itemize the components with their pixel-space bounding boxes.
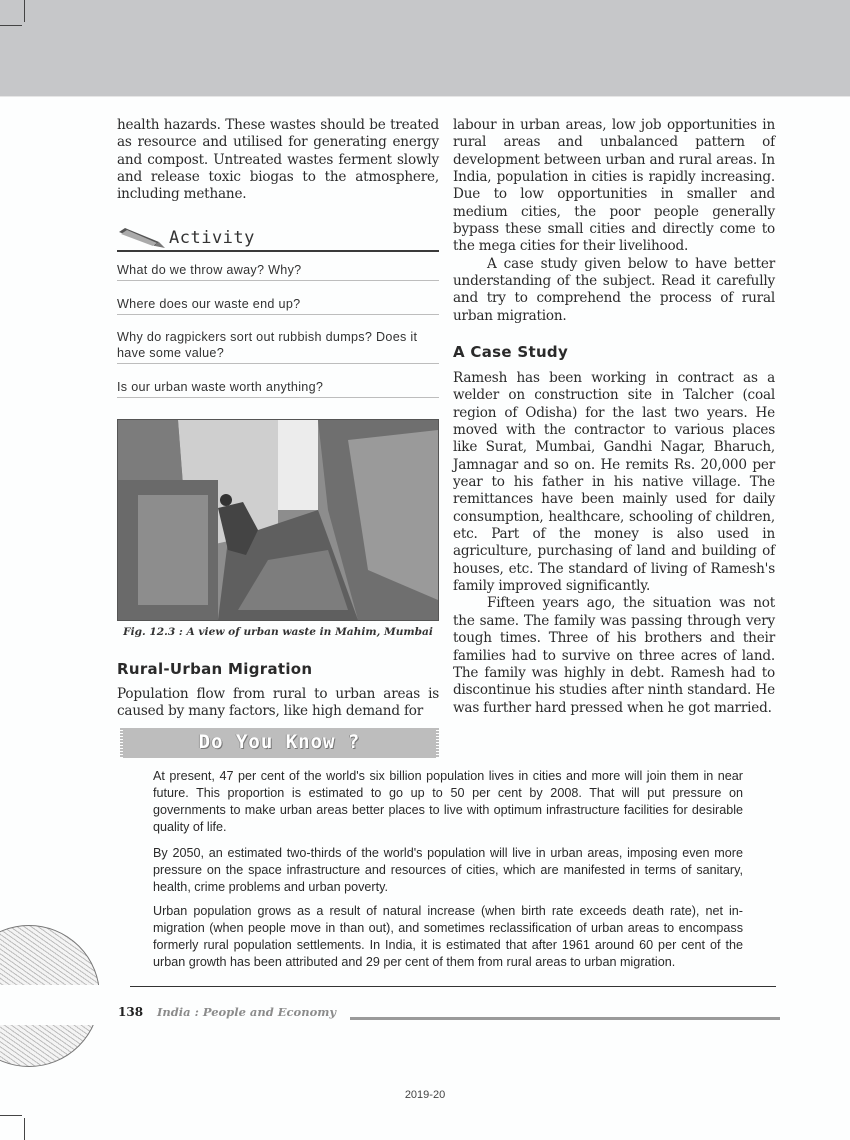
migration-paragraph: Population flow from rural to urban areas is caused by many factors, like high demand for	[117, 686, 439, 720]
page-header-band	[0, 0, 850, 97]
migration-paragraph-container	[117, 686, 439, 721]
page-number: 138	[118, 1005, 144, 1019]
do-you-know-paragraph: By 2050, an estimated two-thirds of the world's population will live in urban areas, imposing even more pressure on the space infrastructure and resources of cities, which are manifested in terms of sanitary, health, crime problems and urban poverty.	[153, 846, 743, 894]
figure-photo	[117, 419, 439, 621]
do-you-know-paragraph: At present, 47 per cent of the world's six billion population lives in cities and more will join them in near future. This proportion is estimated to go up to 50 per cent by 2008. That will put pressure on governments to make urban areas better places to live with optimum infrastructure facilities for desirable quality of life.	[153, 769, 743, 834]
crop-mark-top-left	[24, 0, 25, 22]
do-you-know-banner	[121, 728, 438, 758]
case-study-body	[453, 370, 775, 717]
crop-mark-bottom-left-h	[0, 1115, 22, 1116]
do-you-know-title: Do You Know ?	[198, 731, 361, 753]
pencil-icon	[119, 228, 169, 248]
case-study-intro-paragraph: A case study given below to have better understanding of the subject. Read it carefully and try to comprehend the process of rural urban migration.	[453, 255, 775, 324]
edition-year: 2019-20	[404, 1089, 446, 1101]
activity-question: Why do ragpickers sort out rubbish dumps? Does it have some value?	[117, 329, 439, 364]
globe-mask	[0, 985, 130, 1025]
crop-mark-bottom-left	[24, 1118, 25, 1140]
section-heading-rural-urban-migration: Rural-Urban Migration	[117, 660, 313, 678]
crop-mark-top-left-h	[0, 25, 22, 26]
activity-question: Where does our waste end up?	[117, 296, 439, 315]
do-you-know-bottom-rule	[118, 986, 776, 987]
do-you-know-paragraph: Urban population grows as a result of natural increase (when birth rate exceeds death rate), net in-migration (when people move in than out), and sometimes reclassification of urban areas to encompass formerly rural population settlements. In India, it is estimated that after 1961 around 60 per cent of the urban growth has been attributed and 29 per cent of them from rural areas to urban migration.	[153, 904, 743, 969]
footer-rule	[350, 1017, 780, 1020]
book-title: India : People and Economy	[157, 1005, 337, 1019]
figure-caption: Fig. 12.3 : A view of urban waste in Mahim, Mumbai	[123, 626, 433, 638]
activity-question: Is our urban waste worth anything?	[117, 379, 439, 398]
activity-question: What do we throw away? Why?	[117, 262, 439, 281]
left-column	[117, 117, 439, 204]
migration-causes-paragraph: labour in urban areas, low job opportunities in rural areas and unbalanced pattern of development between urban and rural areas. In India, population in cities is rapidly increasing. Due to low opportunities in smaller and medium cities, the poor people generally bypass these small cities and directly come to the mega cities for their livelihood.	[453, 117, 775, 255]
intro-paragraph: health hazards. These wastes should be treated as resource and utilised for generating energy and compost. Untreated wastes ferment slowly and release toxic biogas to the atmosphere, including methane.	[117, 117, 439, 203]
activity-heading	[117, 226, 439, 252]
urban-waste-photo	[118, 420, 438, 620]
right-column	[453, 117, 775, 325]
case-study-paragraph: Fifteen years ago, the situation was not the same. The family was passing through very tough times. Three of his brothers and their families had to survive on three acres of land. The family was highly in debt. Ramesh had to discontinue his studies after ninth standard. He was further hard pressed when he got married.	[453, 595, 775, 716]
section-heading-case-study: A Case Study	[453, 343, 569, 361]
activity-title: Activity	[169, 228, 255, 248]
case-study-paragraph: Ramesh has been working in contract as a welder on construction site in Talcher (coal region of Odisha) for the last two years. He moved with the contractor to various places like Surat, Mumbai, Gandhi Nagar, Bharuch, Jamnagar and so on. He remits Rs. 20,000 per year to his father in his native village. The remittances have been mainly used for daily consumption, healthcare, schooling of children, etc. Part of the money is also used in agriculture, purchasing of land and building of houses, etc. The standard of living of Ramesh's family improved significantly.	[453, 370, 775, 595]
